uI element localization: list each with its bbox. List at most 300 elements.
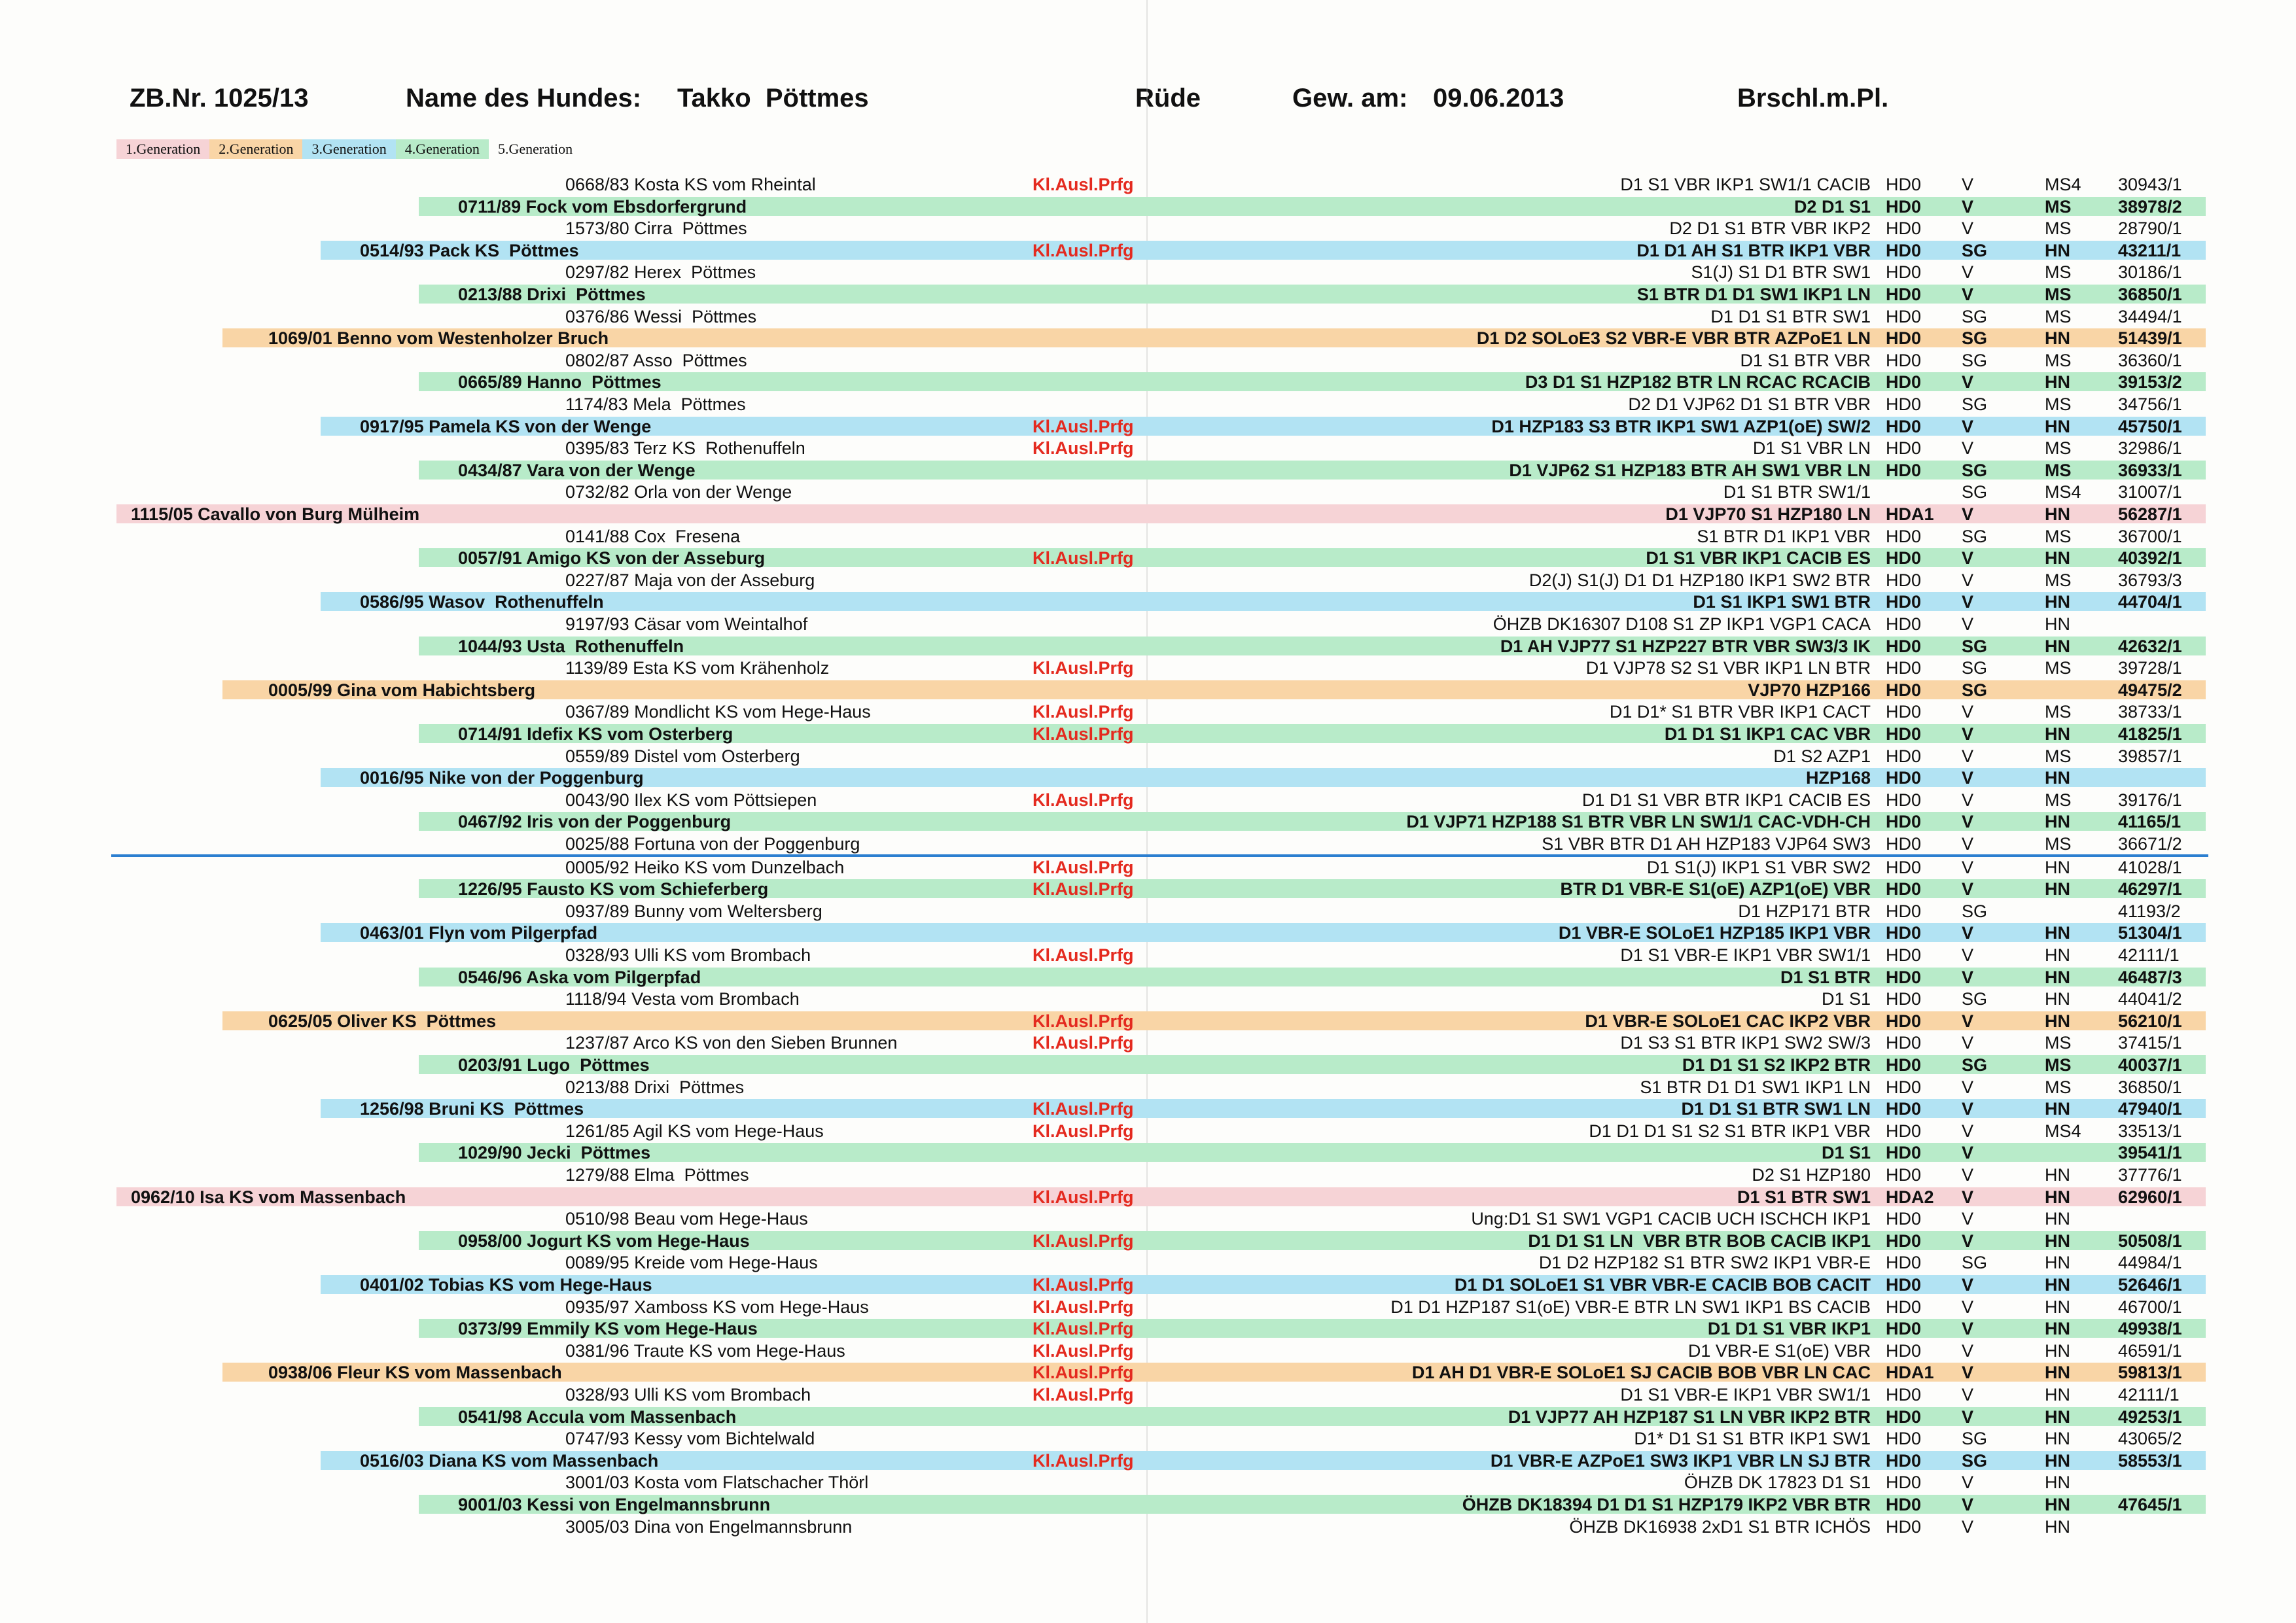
dog-name: 1256/98 Bruni KS Pöttmes xyxy=(360,1099,584,1119)
dna-number: 36700/1 xyxy=(2118,526,2182,546)
pedigree-row xyxy=(0,1274,2296,1294)
dna-number: 62960/1 xyxy=(2118,1187,2182,1207)
dog-name: 1118/94 Vesta vom Brombach xyxy=(565,989,800,1009)
pedigree-row xyxy=(0,1055,2296,1074)
pedigree-row xyxy=(0,1187,2296,1206)
hn-grade: HN xyxy=(2045,372,2070,393)
dog-name: 0367/89 Mondlicht KS vom Hege-Haus xyxy=(565,702,871,722)
hd-result: HD0 xyxy=(1886,768,1922,788)
dog-name: 0401/02 Tobias KS vom Hege-Haus xyxy=(360,1275,652,1295)
form-grade: V xyxy=(1962,1121,1974,1141)
dna-number: 51439/1 xyxy=(2118,328,2182,349)
pedigree-row xyxy=(0,504,2296,523)
pedigree-row xyxy=(0,1384,2296,1404)
dog-name: 9197/93 Cäsar vom Weintalhof xyxy=(565,614,808,634)
hd-result: HD0 xyxy=(1886,350,1922,370)
kl-ausl-prfg-mark: Kl.Ausl.Prfg xyxy=(1033,945,1134,965)
form-grade: SG xyxy=(1962,526,1988,546)
hd-result: HD0 xyxy=(1886,1340,1922,1361)
hd-result: HD0 xyxy=(1886,1450,1922,1471)
pedigree-row xyxy=(0,1142,2296,1162)
dog-name: 0938/06 Fleur KS vom Massenbach xyxy=(268,1363,562,1383)
hd-result: HD0 xyxy=(1886,1429,1922,1449)
hn-grade: HN xyxy=(2045,1165,2070,1185)
hn-grade: HN xyxy=(2045,1253,2070,1273)
hn-grade: HN xyxy=(2045,1319,2070,1339)
pedigree-row xyxy=(0,945,2296,964)
hn-grade: HN xyxy=(2045,945,2070,965)
dna-number: 46700/1 xyxy=(2118,1297,2182,1317)
hn-grade: MS xyxy=(2045,746,2072,766)
dog-name: 3005/03 Dina von Engelmannsbrunn xyxy=(565,1516,853,1537)
dog-titles: D1 S1 VBR-E IKP1 VBR SW1/1 xyxy=(1620,1385,1871,1405)
dog-titles: D1 VBR-E S1(oE) VBR xyxy=(1687,1340,1871,1361)
dog-name: 0541/98 Accula vom Massenbach xyxy=(458,1406,737,1427)
pedigree-row xyxy=(0,1032,2296,1052)
pedigree-row xyxy=(0,306,2296,326)
header-sex: Rüde xyxy=(1135,84,1201,113)
dna-number: 49475/2 xyxy=(2118,680,2182,700)
dog-name: 1139/89 Esta KS vom Krähenholz xyxy=(565,658,830,678)
hd-result: HD0 xyxy=(1886,702,1922,722)
row-highlight-bar xyxy=(419,637,2206,655)
dna-number: 36360/1 xyxy=(2118,350,2182,370)
pedigree-row xyxy=(0,767,2296,787)
dog-name: 9001/03 Kessi von Engelmannsbrunn xyxy=(458,1495,771,1514)
kl-ausl-prfg-mark: Kl.Ausl.Prfg xyxy=(1033,1033,1134,1053)
pedigree-row xyxy=(0,416,2296,436)
dog-name: 0057/91 Amigo KS von der Asseburg xyxy=(458,548,766,568)
hn-grade: MS xyxy=(2045,438,2072,459)
pedigree-row xyxy=(0,1340,2296,1360)
kl-ausl-prfg-mark: Kl.Ausl.Prfg xyxy=(1033,857,1134,877)
kl-ausl-prfg-mark: Kl.Ausl.Prfg xyxy=(1033,1450,1134,1471)
pedigree-row xyxy=(0,438,2296,457)
hd-result: HD0 xyxy=(1886,989,1922,1009)
dna-number: 39153/2 xyxy=(2118,372,2182,393)
pedigree-row xyxy=(0,967,2296,986)
hd-result: HD0 xyxy=(1886,1406,1922,1427)
dna-number: 39728/1 xyxy=(2118,658,2182,678)
hd-result: HDA2 xyxy=(1886,1187,1934,1207)
dna-number: 32986/1 xyxy=(2118,438,2182,459)
form-grade: V xyxy=(1962,438,1974,459)
pedigree-row xyxy=(0,857,2296,877)
hn-grade: HN xyxy=(2045,1099,2070,1119)
dog-titles: D1 D1 S1 VBR IKP1 xyxy=(1707,1319,1871,1339)
dog-name: 0958/00 Jogurt KS vom Hege-Haus xyxy=(458,1230,750,1251)
dna-number: 30943/1 xyxy=(2118,175,2182,194)
dog-name: 0089/95 Kreide vom Hege-Haus xyxy=(565,1253,818,1273)
hn-grade: MS xyxy=(2045,702,2072,722)
kl-ausl-prfg-mark: Kl.Ausl.Prfg xyxy=(1033,1121,1134,1141)
dog-titles: S1(J) S1 D1 BTR SW1 xyxy=(1691,262,1871,283)
dog-titles: D1 D2 SOLoE3 S2 VBR-E VBR BTR AZPoE1 LN xyxy=(1476,328,1871,349)
pedigree-row xyxy=(0,548,2296,567)
kl-ausl-prfg-mark: Kl.Ausl.Prfg xyxy=(1033,724,1134,744)
dna-number: 33513/1 xyxy=(2118,1121,2182,1141)
dog-name: 0016/95 Nike von der Poggenburg xyxy=(360,768,644,788)
hd-result: HD0 xyxy=(1886,175,1922,194)
dog-titles: D1 D2 HZP182 S1 BTR SW2 IKP1 VBR-E xyxy=(1538,1253,1871,1273)
pedigree-row xyxy=(0,394,2296,413)
dna-number: 41165/1 xyxy=(2118,812,2181,832)
hd-result: HD0 xyxy=(1886,394,1922,414)
dog-titles: D1 S1 VBR IKP1 SW1/1 CACIB xyxy=(1620,175,1871,194)
form-grade: V xyxy=(1962,1077,1974,1097)
hd-result: HD0 xyxy=(1886,592,1922,612)
hn-grade: HN xyxy=(2045,1429,2070,1449)
kl-ausl-prfg-mark: Kl.Ausl.Prfg xyxy=(1033,240,1134,260)
dna-number: 36793/3 xyxy=(2118,570,2182,590)
dog-name: 3001/03 Kosta vom Flatschacher Thörl xyxy=(565,1473,869,1493)
hn-grade: MS4 xyxy=(2045,482,2081,502)
hd-result: HD0 xyxy=(1886,460,1922,480)
dog-name: 0962/10 Isa KS vom Massenbach xyxy=(131,1187,406,1207)
hn-grade: HN xyxy=(2045,240,2070,260)
dog-titles: D1 D1 SOLoE1 S1 VBR VBR-E CACIB BOB CACIT xyxy=(1454,1275,1871,1295)
hn-grade: HN xyxy=(2045,1187,2070,1207)
form-grade: SG xyxy=(1962,460,1988,480)
kl-ausl-prfg-mark: Kl.Ausl.Prfg xyxy=(1033,416,1134,436)
hd-result: HD0 xyxy=(1886,680,1922,700)
dog-titles: ÖHZB DK16307 D108 S1 ZP IKP1 VGP1 CACA xyxy=(1492,614,1871,634)
hd-result: HD0 xyxy=(1886,1165,1922,1185)
form-grade: V xyxy=(1962,548,1974,568)
hn-grade: MS xyxy=(2045,460,2072,480)
hn-grade: MS xyxy=(2045,285,2072,304)
form-grade: SG xyxy=(1962,1429,1988,1449)
hd-result: HDA1 xyxy=(1886,504,1934,524)
row-highlight-bar xyxy=(419,1143,2206,1162)
dna-number: 36933/1 xyxy=(2118,460,2182,480)
form-grade: V xyxy=(1962,945,1974,965)
form-grade: V xyxy=(1962,812,1974,832)
dna-number: 46487/3 xyxy=(2118,967,2182,987)
hd-result: HD0 xyxy=(1886,526,1922,546)
pedigree-row xyxy=(0,1516,2296,1536)
hd-result: HD0 xyxy=(1886,1121,1922,1141)
form-grade: SG xyxy=(1962,328,1988,349)
hn-grade: MS xyxy=(2045,350,2072,370)
legend-generation-2: 2.Generation xyxy=(209,139,302,159)
hd-result: HD0 xyxy=(1886,548,1922,568)
hd-result: HD0 xyxy=(1886,1077,1922,1097)
pedigree-row xyxy=(0,636,2296,655)
dog-name: 0203/91 Lugo Pöttmes xyxy=(458,1055,650,1075)
hn-grade: MS xyxy=(2045,570,2072,590)
hd-result: HD0 xyxy=(1886,438,1922,459)
dog-titles: ÖHZB DK18394 D1 D1 S1 HZP179 IKP2 VBR BTR xyxy=(1462,1495,1871,1514)
form-grade: V xyxy=(1962,746,1974,766)
pedigree-row xyxy=(0,614,2296,633)
pedigree-row xyxy=(0,372,2296,391)
dog-titles: D1 S1 BTR SW1 xyxy=(1737,1187,1871,1207)
legend-generation-4: 4.Generation xyxy=(396,139,489,159)
form-grade: SG xyxy=(1962,350,1988,370)
kl-ausl-prfg-mark: Kl.Ausl.Prfg xyxy=(1033,1340,1134,1361)
dog-titles: HZP168 xyxy=(1805,768,1871,788)
dna-number: 42111/1 xyxy=(2118,945,2180,965)
row-highlight-bar xyxy=(321,241,2206,260)
kl-ausl-prfg-mark: Kl.Ausl.Prfg xyxy=(1033,1275,1134,1295)
dna-number: 36671/2 xyxy=(2118,834,2182,854)
dog-titles: D1 VBR-E AZPoE1 SW3 IKP1 VBR LN SJ BTR xyxy=(1490,1450,1871,1471)
pedigree-row xyxy=(0,1362,2296,1382)
dog-name: 0141/88 Cox Fresena xyxy=(565,526,741,546)
hd-result: HD0 xyxy=(1886,1319,1922,1339)
dog-titles: D1 S1 IKP1 SW1 BTR xyxy=(1693,592,1871,612)
dog-titles: D1 VJP62 S1 HZP183 BTR AH SW1 VBR LN xyxy=(1509,460,1871,480)
pedigree-row xyxy=(0,570,2296,589)
dog-titles: BTR D1 VBR-E S1(oE) AZP1(oE) VBR xyxy=(1560,879,1871,899)
hd-result: HD0 xyxy=(1886,746,1922,766)
hd-result: HD0 xyxy=(1886,262,1922,283)
dna-number: 37776/1 xyxy=(2118,1165,2182,1185)
dog-name: 0665/89 Hanno Pöttmes xyxy=(458,372,662,393)
dog-titles: D1 HZP183 S3 BTR IKP1 SW1 AZP1(oE) SW/2 xyxy=(1491,416,1871,436)
dna-number: 51304/1 xyxy=(2118,923,2182,943)
dog-titles: D1 S1 VBR-E IKP1 VBR SW1/1 xyxy=(1620,945,1871,965)
header-whelped-date: 09.06.2013 xyxy=(1433,84,1564,113)
hn-grade: MS xyxy=(2045,262,2072,283)
dog-titles: D1 AH D1 VBR-E SOLoE1 SJ CACIB BOB VBR LN CAC xyxy=(1411,1363,1871,1383)
hn-grade: HN xyxy=(2045,416,2070,436)
dna-number: 38733/1 xyxy=(2118,702,2182,722)
header-whelped-label: Gew. am: xyxy=(1292,84,1408,113)
dna-number: 44704/1 xyxy=(2118,592,2182,612)
kl-ausl-prfg-mark: Kl.Ausl.Prfg xyxy=(1033,1011,1134,1031)
hd-result: HD0 xyxy=(1886,218,1922,239)
hn-grade: MS xyxy=(2045,790,2072,810)
dog-titles: D1 D1 S1 VBR BTR IKP1 CACIB ES xyxy=(1581,790,1871,810)
dna-number: 39541/1 xyxy=(2118,1143,2182,1163)
hd-result: HD0 xyxy=(1886,636,1922,656)
dog-titles: D1 S1(J) IKP1 S1 VBR SW2 xyxy=(1646,857,1871,877)
header-dog-name: Takko Pöttmes xyxy=(677,84,869,113)
form-grade: V xyxy=(1962,614,1974,634)
pedigree-row xyxy=(0,1077,2296,1096)
kl-ausl-prfg-mark: Kl.Ausl.Prfg xyxy=(1033,548,1134,568)
dog-titles: S1 BTR D1 D1 SW1 IKP1 LN xyxy=(1640,1077,1871,1097)
dog-name: 0514/93 Pack KS Pöttmes xyxy=(360,240,579,260)
hn-grade: MS4 xyxy=(2045,175,2081,194)
hn-grade: MS xyxy=(2045,658,2072,678)
dog-titles: D1 D1* S1 BTR VBR IKP1 CACT xyxy=(1609,702,1871,722)
dna-number: 45750/1 xyxy=(2118,416,2182,436)
form-grade: V xyxy=(1962,1209,1974,1229)
dna-number: 39176/1 xyxy=(2118,790,2182,810)
dog-titles: D2(J) S1(J) D1 D1 HZP180 IKP1 SW2 BTR xyxy=(1528,570,1871,590)
hd-result: HD0 xyxy=(1886,812,1922,832)
kl-ausl-prfg-mark: Kl.Ausl.Prfg xyxy=(1033,1297,1134,1317)
dna-number: 34494/1 xyxy=(2118,306,2182,326)
hn-grade: MS xyxy=(2045,196,2072,217)
hd-result: HD0 xyxy=(1886,1011,1922,1031)
dog-titles: D1 S1 xyxy=(1821,1143,1871,1163)
hn-grade: HN xyxy=(2045,1406,2070,1427)
dog-titles: D1 D1 AH S1 BTR IKP1 VBR xyxy=(1636,240,1871,260)
pedigree-row xyxy=(0,746,2296,765)
pedigree-row xyxy=(0,481,2296,501)
row-highlight-bar xyxy=(419,285,2206,304)
hd-result: HD0 xyxy=(1886,1473,1922,1493)
hn-grade: HN xyxy=(2045,812,2070,832)
form-grade: SG xyxy=(1962,989,1988,1009)
form-grade: V xyxy=(1962,372,1974,393)
form-grade: V xyxy=(1962,790,1974,810)
form-grade: V xyxy=(1962,702,1974,722)
dog-name: 0381/96 Traute KS vom Hege-Haus xyxy=(565,1340,845,1361)
form-grade: V xyxy=(1962,1143,1974,1163)
dog-titles: D1 VBR-E SOLoE1 HZP185 IKP1 VBR xyxy=(1558,923,1871,943)
dog-name: 0802/87 Asso Pöttmes xyxy=(565,350,747,370)
form-grade: V xyxy=(1962,1165,1974,1185)
dog-name: 0376/86 Wessi Pöttmes xyxy=(565,306,757,326)
hd-result: HD0 xyxy=(1886,1099,1922,1119)
generation-legend xyxy=(116,139,582,159)
dog-name: 0025/88 Fortuna von der Poggenburg xyxy=(565,834,860,854)
form-grade: V xyxy=(1962,1230,1974,1251)
dna-number: 44041/2 xyxy=(2118,989,2182,1009)
hd-result: HD0 xyxy=(1886,196,1922,217)
header-breed: Brschl.m.Pl. xyxy=(1737,84,1889,113)
pedigree-row xyxy=(0,526,2296,546)
form-grade: V xyxy=(1962,834,1974,854)
form-grade: SG xyxy=(1962,658,1988,678)
dog-name: 0546/96 Aska vom Pilgerpfad xyxy=(458,967,701,987)
dog-name: 1069/01 Benno vom Westenholzer Bruch xyxy=(268,328,609,349)
dog-name: 0559/89 Distel vom Osterberg xyxy=(565,746,800,766)
form-grade: V xyxy=(1962,570,1974,590)
hn-grade: MS4 xyxy=(2045,1121,2081,1141)
dog-name: 1226/95 Fausto KS vom Schieferberg xyxy=(458,879,769,899)
dog-titles: Ung:D1 S1 SW1 VGP1 CACIB UCH ISCHCH IKP1 xyxy=(1471,1209,1871,1229)
dog-name: 0937/89 Bunny vom Weltersberg xyxy=(565,901,822,921)
dog-titles: D1 S2 AZP1 xyxy=(1773,746,1871,766)
dog-name: 0463/01 Flyn vom Pilgerpfad xyxy=(360,923,598,943)
hd-result: HD0 xyxy=(1886,834,1922,854)
pedigree-row xyxy=(0,811,2296,831)
dog-titles: D1 VJP71 HZP188 S1 BTR VBR LN SW1/1 CAC-VDH-CH xyxy=(1406,812,1871,832)
form-grade: V xyxy=(1962,1297,1974,1317)
kl-ausl-prfg-mark: Kl.Ausl.Prfg xyxy=(1033,702,1134,722)
hd-result: HD0 xyxy=(1886,1033,1922,1053)
pedigree-row xyxy=(0,988,2296,1008)
dog-name: 1261/85 Agil KS vom Hege-Haus xyxy=(565,1121,824,1141)
pedigree-row xyxy=(0,1011,2296,1030)
pedigree-row xyxy=(0,460,2296,480)
pedigree-row xyxy=(0,1208,2296,1228)
pedigree-row xyxy=(0,1472,2296,1492)
hd-result: HD0 xyxy=(1886,1055,1922,1075)
hn-grade: HN xyxy=(2045,1011,2070,1031)
hd-result: HD0 xyxy=(1886,967,1922,987)
dog-name: 0467/92 Iris von der Poggenburg xyxy=(458,812,732,832)
hn-grade: HN xyxy=(2045,724,2070,744)
dog-titles: S1 BTR D1 IKP1 VBR xyxy=(1697,526,1871,546)
dog-titles: D1 D1 S1 LN VBR BTR BOB CACIB IKP1 xyxy=(1528,1230,1871,1251)
form-grade: V xyxy=(1962,416,1974,436)
hn-grade: MS xyxy=(2045,1033,2072,1053)
dog-titles: D1 VJP70 S1 HZP180 LN xyxy=(1665,504,1871,524)
dog-titles: D1 VJP77 AH HZP187 S1 LN VBR IKP2 BTR xyxy=(1508,1406,1871,1427)
dna-number: 56287/1 xyxy=(2118,504,2182,524)
form-grade: SG xyxy=(1962,240,1988,260)
hn-grade: HN xyxy=(2045,1495,2070,1514)
form-grade: SG xyxy=(1962,1450,1988,1471)
kl-ausl-prfg-mark: Kl.Ausl.Prfg xyxy=(1033,438,1134,459)
hn-grade: HN xyxy=(2045,1450,2070,1471)
hd-result: HD0 xyxy=(1886,1495,1922,1514)
dog-name: 0510/98 Beau vom Hege-Haus xyxy=(565,1209,808,1229)
hd-result: HD0 xyxy=(1886,570,1922,590)
hn-grade: MS xyxy=(2045,306,2072,326)
pedigree-row xyxy=(0,218,2296,237)
dna-number: 41193/2 xyxy=(2118,901,2181,921)
dog-name: 1573/80 Cirra Pöttmes xyxy=(565,218,747,239)
dog-titles: ÖHZB DK 17823 D1 S1 xyxy=(1684,1473,1871,1493)
dna-number: 37415/1 xyxy=(2118,1033,2182,1053)
pedigree-row xyxy=(0,724,2296,743)
dog-name: 1029/90 Jecki Pöttmes xyxy=(458,1143,651,1163)
hd-result: HD0 xyxy=(1886,372,1922,393)
dog-titles: D1 D1 S1 BTR SW1 LN xyxy=(1681,1099,1871,1119)
row-highlight-bar xyxy=(419,1055,2206,1074)
form-grade: V xyxy=(1962,1406,1974,1427)
form-grade: V xyxy=(1962,504,1974,524)
hd-result: HD0 xyxy=(1886,945,1922,965)
pedigree-row xyxy=(0,680,2296,699)
dna-number: 43211/1 xyxy=(2118,240,2181,260)
dog-name: 0935/97 Xamboss KS vom Hege-Haus xyxy=(565,1297,869,1317)
hd-result: HD0 xyxy=(1886,285,1922,304)
hd-result: HD0 xyxy=(1886,1143,1922,1163)
hn-grade: HN xyxy=(2045,592,2070,612)
hn-grade: HN xyxy=(2045,504,2070,524)
pedigree-row xyxy=(0,240,2296,260)
hn-grade: HN xyxy=(2045,989,2070,1009)
pedigree-row xyxy=(0,922,2296,942)
pedigree-row xyxy=(0,1318,2296,1338)
dog-name: 0516/03 Diana KS vom Massenbach xyxy=(360,1450,659,1471)
form-grade: V xyxy=(1962,262,1974,283)
dog-titles: D1 D1 D1 S1 S2 S1 BTR IKP1 VBR xyxy=(1589,1121,1871,1141)
dog-name: 1174/83 Mela Pöttmes xyxy=(565,394,746,414)
hn-grade: HN xyxy=(2045,768,2070,788)
pedigree-row xyxy=(0,328,2296,347)
dna-number: 47645/1 xyxy=(2118,1495,2182,1514)
dog-name: 0668/83 Kosta KS vom Rheintal xyxy=(565,175,816,194)
hd-result: HD0 xyxy=(1886,1275,1922,1295)
pedigree-row xyxy=(0,879,2296,898)
form-grade: V xyxy=(1962,218,1974,239)
dog-titles: D1 VBR-E SOLoE1 CAC IKP2 VBR xyxy=(1585,1011,1871,1031)
legend-generation-5: 5.Generation xyxy=(497,141,573,157)
form-grade: V xyxy=(1962,1187,1974,1207)
kl-ausl-prfg-mark: Kl.Ausl.Prfg xyxy=(1033,658,1134,678)
dna-number: 42111/1 xyxy=(2118,1385,2180,1405)
dog-titles: D2 D1 S1 xyxy=(1793,196,1871,217)
form-grade: SG xyxy=(1962,482,1988,502)
pedigree-row xyxy=(0,1297,2296,1316)
hd-result: HD0 xyxy=(1886,240,1922,260)
form-grade: V xyxy=(1962,1011,1974,1031)
kl-ausl-prfg-mark: Kl.Ausl.Prfg xyxy=(1033,1363,1134,1383)
pedigree-row xyxy=(0,1098,2296,1118)
dog-titles: D1 D1 S1 IKP1 CAC VBR xyxy=(1664,724,1871,744)
hn-grade: MS xyxy=(2045,1055,2072,1075)
